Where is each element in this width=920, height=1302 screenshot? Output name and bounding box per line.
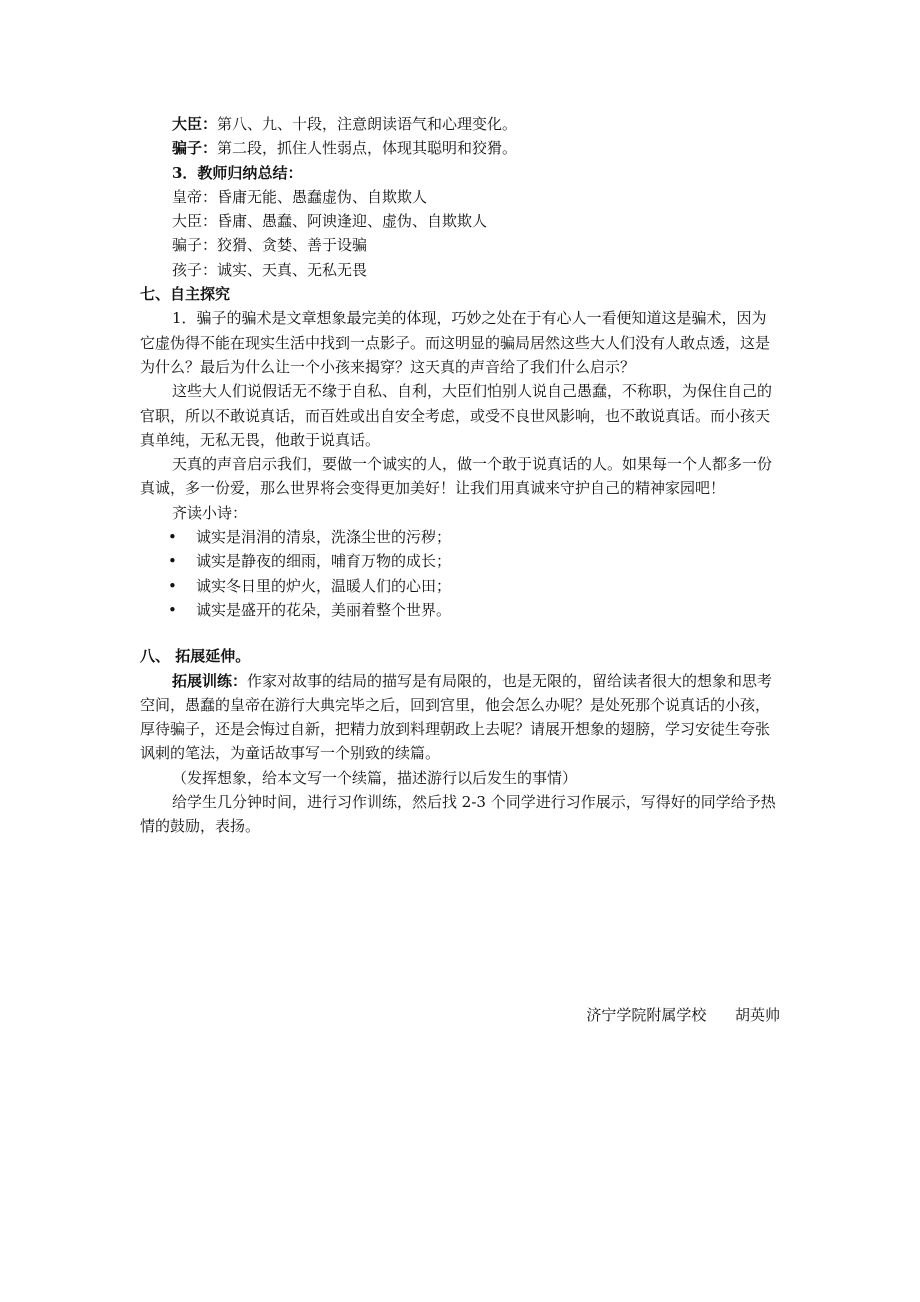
author-name: 胡英帅 bbox=[734, 1006, 780, 1024]
training-note: （发挥想象，给本文写一个续篇，描述游行以后发生的事情） bbox=[172, 768, 578, 787]
section7-heading: 七、自主探究 bbox=[140, 285, 231, 304]
poem-text: 诚实是涓涓的清泉，洗涤尘世的污秽； bbox=[196, 528, 452, 547]
bullet-icon: • bbox=[168, 528, 177, 547]
poem-text: 诚实是盛开的花朵，美丽着整个世界。 bbox=[196, 600, 452, 619]
poem-intro: 齐读小诗： bbox=[172, 503, 248, 522]
poem-text: 诚实冬日里的炉火，温暖人们的心田； bbox=[196, 576, 452, 595]
summary-item-child: 孩子：诚实、天真、无私无畏 bbox=[172, 260, 368, 279]
poem-line bbox=[140, 525, 780, 549]
signature bbox=[586, 1004, 780, 1025]
bullet-icon: • bbox=[168, 600, 177, 619]
poem-line bbox=[140, 598, 780, 622]
role-label: 骗子： bbox=[172, 139, 218, 158]
poem-line bbox=[140, 574, 780, 598]
role-label: 大臣： bbox=[172, 115, 218, 133]
section7-paragraph: 天真的声音启示我们，要做一个诚实的人，做一个敢于说真话的人。如果每一个人都多一份真诚，多一份爱，那么世界将会变得更加美好！让我们用真诚来守护自己的精神家园吧！ bbox=[140, 455, 773, 498]
training-label: 拓展训练： bbox=[172, 671, 248, 690]
summary-item-emperor: 皇帝：昏庸无能、愚蠢虚伪、自欺欺人 bbox=[172, 187, 428, 206]
role-swindler bbox=[140, 136, 780, 160]
school-name: 济宁学院附属学校 bbox=[586, 1006, 707, 1024]
poem-list bbox=[140, 525, 780, 622]
role-minister bbox=[140, 112, 780, 136]
section8-heading: 八、 拓展延伸。 bbox=[140, 647, 251, 666]
summary-item-minister: 大臣：昏庸、愚蠢、阿谀逢迎、虚伪、自欺欺人 bbox=[172, 212, 488, 231]
spacer bbox=[140, 622, 780, 644]
section7-paragraph: 这些大人们说假话无不缘于自私、自利，大臣们怕别人说自己愚蠢，不称职，为保住自己的官职，所以不敢说真话，而百姓或出自安全考虑，或受不良世风影响，也不敢说真话。而小孩天真单纯，无私无畏，他敢于说真话。 bbox=[140, 382, 773, 449]
document-body bbox=[140, 112, 780, 839]
poem-line bbox=[140, 549, 780, 573]
summary-heading: 3．教师归纳总结： bbox=[172, 163, 303, 182]
bullet-icon: • bbox=[168, 576, 177, 595]
section7-paragraph: 1．骗子的骗术是文章想象最完美的体现，巧妙之处在于有心人一看便知道这是骗术，因为它虚伪得不能在现实生活中找到一点影子。而这明显的骗局居然这些大人们没有人敢点透，这是为什么？最后为什么让一个小孩来揭穿？这天真的声音给了我们什么启示？ bbox=[140, 309, 771, 376]
training-text: 作家对故事的结局的描写是有局限的，也是无限的，留给读者很大的想象和思考空间，愚蠢的皇帝在游行大典完毕之后，回到宫里，他会怎么办呢？是处死那个说真话的小孩，厚待骗子，还是会悔过自新，把精力放到料理朝政上去呢？请展开想象的翅膀，学习安徒生夸张讽刺的笔法，为童话故事写一个别致的续篇。 bbox=[140, 671, 773, 763]
role-text: 第二段，抓住人性弱点，体现其聪明和狡猾。 bbox=[217, 139, 518, 158]
poem-text: 诚实是静夜的细雨，哺育万物的成长； bbox=[196, 552, 452, 571]
role-text: 第八、九、十段，注意朗读语气和心理变化。 bbox=[217, 115, 518, 133]
closing-paragraph: 给学生几分钟时间，进行习作训练，然后找 2-3 个同学进行习作展示，写得好的同学给予热情的鼓励，表扬。 bbox=[140, 793, 776, 836]
summary-item-swindler: 骗子：狡猾、贪婪、善于设骗 bbox=[172, 236, 368, 255]
training-paragraph bbox=[140, 669, 780, 766]
bullet-icon: • bbox=[168, 552, 177, 571]
